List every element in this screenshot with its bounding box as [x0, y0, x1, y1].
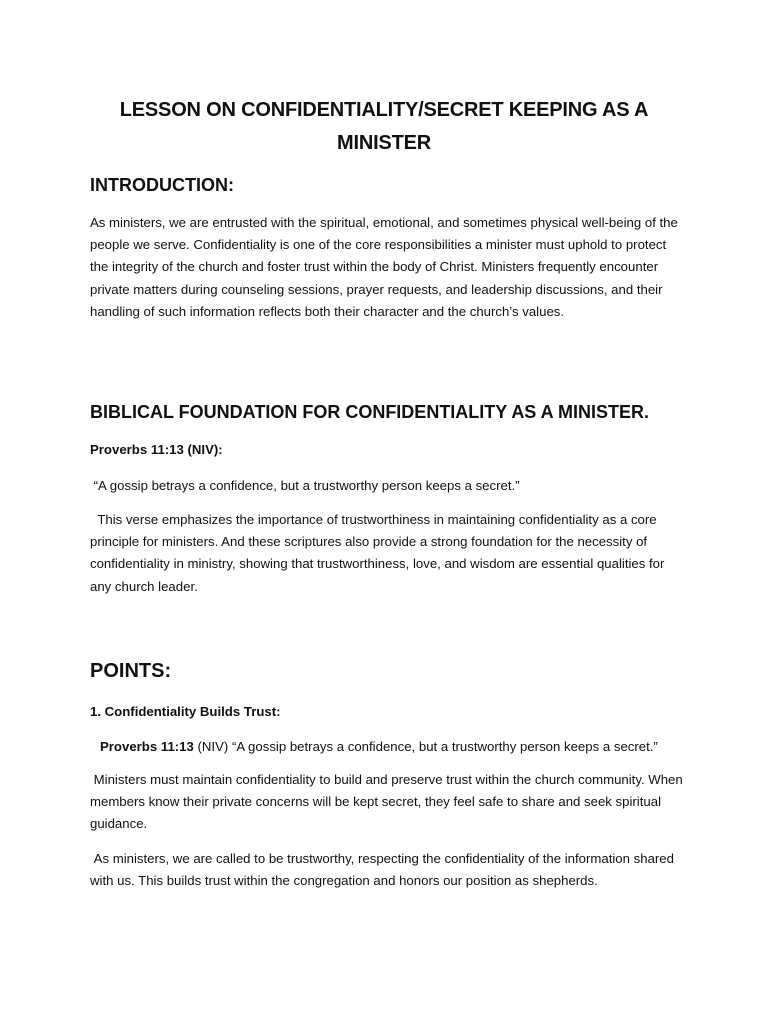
points-heading: POINTS: — [90, 660, 172, 682]
introduction-paragraph: As ministers, we are entrusted with the spiritual, emotional, and sometimes physical well-being of the people we serve. Confidentiality is one of the core responsibilities a minister must uphold to protect the integrity of the church and foster trust within the body of Christ. Ministers frequently encounter private matters during counseling sessions, prayer requests, and leadership discussions, and their handling of such information reflects both their character and the church’s values. — [90, 215, 678, 319]
point-1-reference-verse: Proverbs 11:13 — [100, 739, 194, 754]
point-1-reference-text: (NIV) “A gossip betrays a confidence, but a trustworthy person keeps a secret.” — [193, 739, 658, 754]
point-1-paragraph-2: As ministers, we are called to be trustworthy, respecting the confidentiality of the information shared with us. This builds trust within the congregation and honors our position as shepherds. — [90, 851, 678, 889]
introduction-heading: INTRODUCTION: — [90, 175, 234, 195]
document-title: LESSON ON CONFIDENTIALITY/SECRET KEEPING AS A MINISTER — [119, 99, 649, 154]
biblical-foundation-heading: BIBLICAL FOUNDATION FOR CONFIDENTIALITY AS A MINISTER. — [90, 402, 649, 422]
point-1-paragraph-1: Ministers must maintain confidentiality to build and preserve trust within the church community. When members know their private concerns will be kept secret, they feel safe to share and seek spiritual guidance. — [90, 772, 687, 832]
proverbs-quote: “A gossip betrays a confidence, but a trustworthy person keeps a secret.” — [90, 478, 520, 493]
point-1-reference — [100, 737, 658, 757]
biblical-foundation-paragraph: This verse emphasizes the importance of trustworthiness in maintaining confidentiality as a core principle for ministers. And these scriptures also provide a strong foundation for the necessity of confidentiality in ministry, showing that trustworthiness, love, and wisdom are essential qualities for any church leader. — [90, 512, 669, 594]
point-1-title: 1. Confidentiality Builds Trust: — [90, 704, 281, 719]
proverbs-reference: Proverbs 11:13 (NIV): — [90, 442, 223, 457]
